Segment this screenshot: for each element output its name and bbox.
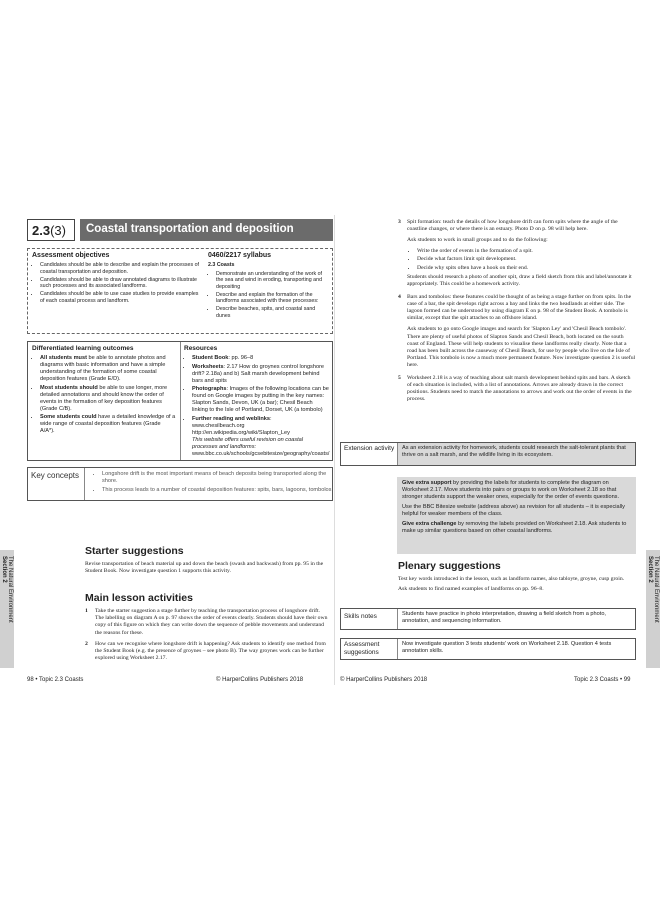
list-item: • Most students should be able to use longer, more detailed annotations and should know the order of events in the formation of key deposition features (Grade C/B). — [40, 385, 176, 413]
list-item: • Describe and explain the formation of the landforms associated with these processes: — [216, 292, 328, 305]
section-title-bar — [80, 219, 333, 241]
section-side-tab-right — [646, 550, 660, 668]
extension-label: Extension activity — [344, 445, 395, 452]
main-heading: Main lesson activities — [85, 592, 193, 604]
right-footer-copyright: © HarperCollins Publishers 2018 — [340, 677, 428, 683]
outcomes-box — [27, 341, 333, 461]
support-item: Use the BBC Bitesize website (address above) as revision for all students – it is especially helpful for weaker members of the class. — [402, 504, 625, 517]
list-item: • Candidates should be able to describe and explain the processes of coastal transportation and deposition. — [40, 262, 202, 275]
left-footer: 98 • Topic 2.3 Coasts — [27, 677, 84, 683]
resource-link[interactable]: www.bbc.co.uk/schools/gcsebitesize/geography/coasts/ — [192, 450, 330, 457]
skills-label: Skills notes — [344, 613, 377, 620]
assessment-suggestions-text: Now investigate question 3 tests students' work on Worksheet 2.18. Question 4 tests annotation skills. — [402, 641, 612, 654]
side-tab-title: Section 2 — [647, 556, 653, 583]
key-concepts-label: Key concepts — [31, 471, 80, 480]
assessment-heading: Assessment objectives — [32, 252, 110, 259]
syllabus-sub: 2.3 Coasts — [208, 262, 235, 268]
side-tab-sub: The Natural Environment — [7, 556, 13, 623]
support-item: Give extra challenge by removing the labels provided on Worksheet 2.18. Ask students to make up similar questions based on other coastal landforms. — [402, 521, 627, 534]
list-item: • Worksheets: 2.17 How do groynes control longshore drift? 2.18a) and b) Salt marsh development behind bars and spits — [192, 364, 330, 385]
support-item: Give extra support by providing the labels for students to complete the diagram on Worksheet 2.17. Move students into pairs or groups to work on Worksheet 2.18 so that stronger students support the weaker ones, especially for the order of events questions. — [402, 480, 620, 500]
list-item: • Candidates should be able to draw annotated diagrams to illustrate such processes and its associated landforms. — [40, 277, 202, 290]
diff-heading: Differentiated learning outcomes — [32, 345, 134, 352]
list-item: 4 Bars and tombolos: these features could be thought of as being a stage further on from spits. In the case of a bar, the spit develops right across a bay and links the two headlands at either side. The lagoon formed can be understood by using diagram E on p. 98 of the Student Book. A tombolo is similar, except that the spit attaches to an offshore island. Ask students to go onto Google images and search for 'Slapton Ley' and 'Chesil Beach tombolo'. There are plenty of useful photos of Slapton Sands and Chesil Beach, both located on the south coast of England. These will help students to visualise these landforms really clearly. Note that a road has been built across the causeway of Chesil Beach, for use by people who live on the Isle of Portland. This tombolo is now a much more permanent feature. Now investigate question 2 is useful here. — [398, 293, 636, 369]
assessment-suggestions-box — [340, 638, 636, 660]
left-footer-copyright: © HarperCollins Publishers 2018 — [216, 677, 304, 683]
resources-heading: Resources — [184, 345, 218, 352]
list-item: • Photographs: Images of the following locations can be found on Google images by putting in the key names: Slapton Sands, Devon, UK (a bar); Chesil Beach linking to the Isle of Portland, Dorset, UK (a tombolo) — [192, 386, 330, 414]
assessment-list — [32, 262, 202, 304]
resources-list — [184, 355, 330, 458]
list-item: 1 Take the starter suggestion a stage further by teaching the transportation process of longshore drift. The labelling on diagram A on p. 97 shows the order of events clearly. Students should have their own copy of this figure on which they can write down the sequence of pebble movements and understand the reasons for these. — [85, 608, 328, 636]
list-item: • All students must be able to annotate photos and diagrams with basic information and have a simple understanding of the formation of some coastal deposition features (Grade E/D). — [40, 355, 176, 383]
main-list — [85, 608, 329, 662]
extension-text: As an extension activity for homework, students could research the salt-tolerant plants that thrive on a salt marsh, and the wildlife living in its ecosystem. — [398, 443, 635, 465]
right-body — [398, 219, 636, 403]
key-concepts-list — [94, 471, 334, 495]
assessment-box — [27, 248, 333, 334]
diff-list — [32, 355, 176, 435]
list-item: • Some students could have a detailed knowledge of a wide range of coastal deposition features (Grade A/A*). — [40, 414, 176, 435]
starter-heading: Starter suggestions — [85, 545, 184, 557]
resource-link[interactable]: www.chesilbeach.org — [192, 422, 245, 429]
section-number: 2.3 — [32, 223, 51, 238]
support-box — [397, 477, 636, 554]
list-item: 2 How can we recognise where longshore drift is happening? Ask students to identify one method from the Student Book (e.g. the presence of groynes – see photo B). The way groynes work can be further explored using Worksheet 2.17. — [85, 640, 326, 662]
right-footer: Topic 2.3 Coasts • 99 — [574, 677, 631, 683]
list-item: • This process leads to a number of coastal deposition features: spits, bars, lagoons, tombolos. — [102, 487, 334, 494]
page-gutter — [334, 215, 335, 685]
resource-note: This website offers useful revision on coastal processes and landforms: — [192, 436, 303, 450]
assessment-suggestions-label: Assessment suggestions — [344, 641, 380, 656]
list-item: • Write the order of events in the formation of a spit. — [417, 248, 636, 255]
syllabus-heading: 0460/2217 syllabus — [208, 252, 272, 259]
section-side-tab-left — [0, 550, 14, 668]
side-tab-title: Section 2 — [1, 556, 7, 583]
skills-text: Students have practice in photo interpretation, drawing a field sketch from a photo, annotation, and sequencing information. — [402, 611, 606, 624]
list-item: • Decide what factors limit spit development. — [417, 256, 636, 263]
section-number-box — [27, 219, 75, 241]
list-item: • Student Book: pp. 96–8 — [192, 355, 330, 362]
list-item: • Decide why spits often have a hook on their end. — [417, 265, 636, 272]
list-item: • Further reading and weblinks: www.chesilbeach.org http://en.wikipedia.org/wiki/Slapton_Ley This website offers useful revision on coastal processes and landforms: www.bbc.co.uk/schools/gcsebitesize/geography/coasts/ — [192, 416, 330, 458]
plenary-heading: Plenary suggestions — [398, 560, 501, 572]
resource-link[interactable]: http://en.wikipedia.org/wiki/Slapton_Ley — [192, 429, 290, 436]
list-item: • Candidates should be able to use case studies to provide examples of each coastal process and landform. — [40, 291, 202, 304]
list-item: 5 Worksheet 2.18 is a way of teaching about salt marsh development behind spits and bars. A sketch of each situation is included, with a list of annotations. Arrows are already drawn in the correct positions. Students need to match the annotations to arrows and work out the order of events in the process. — [398, 374, 632, 403]
extension-box — [340, 442, 636, 466]
plenary-text: Test key words introduced in the lesson, such as landform names, also tabloyte, groyne, cusp groin. Ask students to find named examples of landforms on pp. 96–8. — [398, 576, 625, 593]
list-item: • Longshore drift is the most important means of beach deposits being transported along the shore. — [102, 471, 334, 485]
skills-box — [340, 608, 636, 630]
syllabus-list — [208, 271, 328, 320]
list-item: 3 Spit formation: teach the details of how longshore drift can form spits where the angle of the coastline changes, or where there is an estuary. Photo D on p. 98 will help here. Ask students to work in small groups and to do the following: • Write the order of events in the formation of a spit. • Decide what factors limit spit development. • Decide why spits often have a hook on their end. Students should research a photo of another spit, draw a field sketch from this and label/annotate it appropriately. This could be a homework activity. — [398, 219, 636, 289]
key-concepts-box — [27, 467, 333, 501]
list-item: • Demonstrate an understanding of the work of the sea and wind in eroding, transporting and depositing — [216, 271, 328, 291]
section-sub: (3) — [50, 223, 66, 238]
starter-text: Revise transportation of beach material up and down the beach (swash and backwash) from pp. 95 in the Student Book. Now investigate question 1 supports this activity. — [85, 561, 324, 575]
list-item: • Describe beaches, spits, and coastal sand dunes — [216, 306, 328, 319]
section-title: Coastal transportation and deposition — [86, 223, 294, 235]
side-tab-sub: The Natural Environment — [653, 556, 659, 623]
